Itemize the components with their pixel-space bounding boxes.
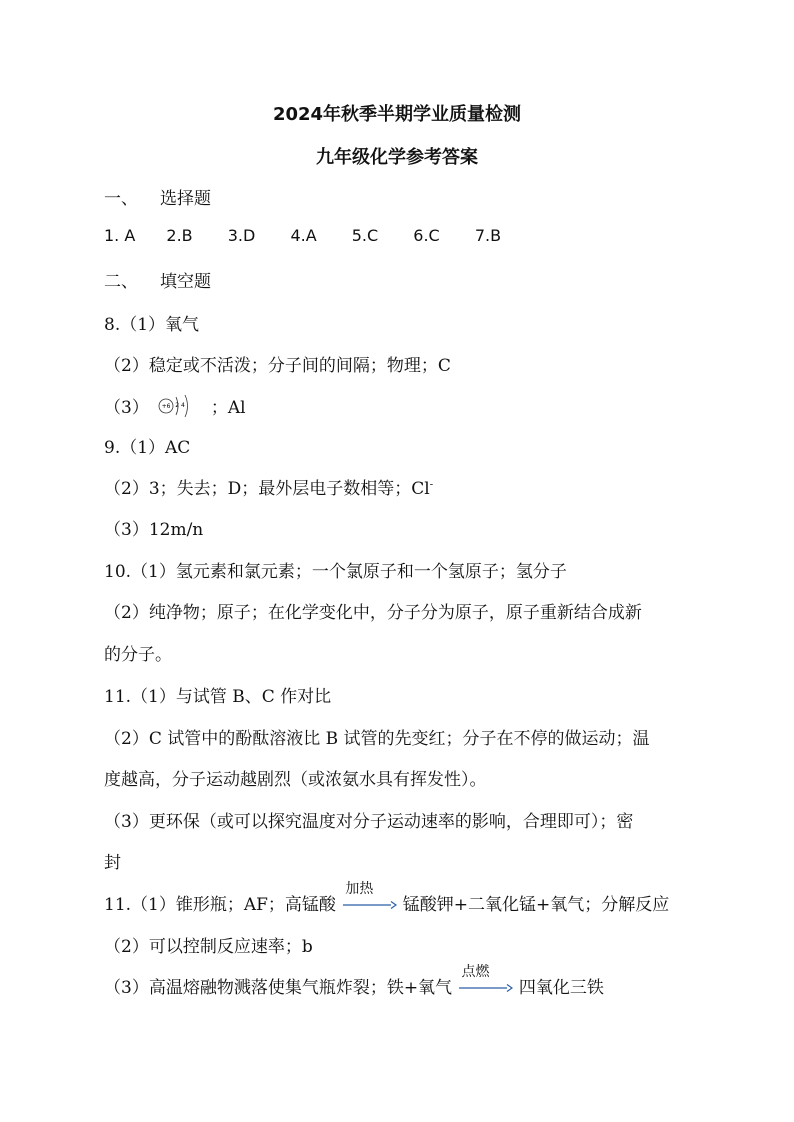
section-1-number: 一、 xyxy=(104,189,138,209)
reaction-arrow xyxy=(457,963,513,999)
q9-line-1: 9.（1）AC xyxy=(104,438,191,458)
carbon-atom-structure-diagram xyxy=(155,391,197,426)
mc-answer: 7.B xyxy=(474,226,502,245)
arrow-right-icon xyxy=(457,983,513,993)
mc-answer: 4.A xyxy=(290,226,317,245)
multiple-choice-answers xyxy=(104,226,531,245)
mc-answer: 6.C xyxy=(413,226,440,245)
section-2-heading xyxy=(104,267,211,292)
q8-line-1: 8.（1）氧气 xyxy=(104,315,200,335)
svg-text:+6: +6 xyxy=(161,403,171,410)
q10-line-3: 的分子。 xyxy=(104,645,172,665)
page-title: 2024年秋季半期学业质量检测 xyxy=(272,104,522,125)
svg-text:2 4: 2 4 xyxy=(175,402,185,409)
q8-line-2: （2）稳定或不活泼；分子间的间隔；物理；C xyxy=(104,356,451,376)
arrow-right-icon xyxy=(341,900,397,910)
q10-line-2: （2）纯净物；原子；在化学变化中，分子分为原子，原子重新结合成新 xyxy=(104,603,642,623)
q8-line-3: （3） +6 2 4 ；Al xyxy=(104,391,246,426)
q11a-line-1: 11.（1）与试管 B、C 作对比 xyxy=(104,687,332,707)
page-subtitle: 九年级化学参考答案 xyxy=(316,147,478,168)
q11b-line-2: （2）可以控制反应速率；b xyxy=(104,937,313,957)
section-1-label: 选择题 xyxy=(160,189,211,209)
mc-answer: 1. A xyxy=(104,226,136,245)
q9-line-2: （2）3；失去；D；最外层电子数相等；Cl- xyxy=(104,479,434,499)
q11b-line-1: 11.（1）锥形瓶；AF；高锰酸 加热 锰酸钾+二氧化锰+氧气；分解反应 xyxy=(104,890,669,916)
reaction-condition-label: 点燃 xyxy=(461,963,490,980)
reaction-condition-label: 加热 xyxy=(345,880,374,897)
q11a-line-4: （3）更环保（或可以探究温度对分子运动速率的影响，合理即可）；密 xyxy=(104,812,634,832)
q10-line-1: 10.（1）氢元素和氯元素；一个氯原子和一个氢原子；氢分子 xyxy=(104,562,567,582)
section-2-label: 填空题 xyxy=(160,272,211,292)
q11a-line-2: （2）C 试管中的酚酞溶液比 B 试管的先变红；分子在不停的做运动；温 xyxy=(104,729,650,749)
q9-line-3: （3）12m/n xyxy=(104,520,204,540)
mc-answer: 2.B xyxy=(166,226,193,245)
q11b-line-3: （3）高温熔融物溅落使集气瓶炸裂；铁+氧气 点燃 四氧化三铁 xyxy=(104,973,604,999)
mc-answer: 5.C xyxy=(351,226,379,245)
q11a-line-3: 度越高，分子运动越剧烈（或浓氨水具有挥发性）。 xyxy=(104,770,487,790)
mc-answer: 3.D xyxy=(227,226,256,245)
section-2-number: 二、 xyxy=(104,272,138,292)
section-1-heading xyxy=(104,184,211,209)
reaction-arrow xyxy=(341,880,397,916)
q11a-line-5: 封 xyxy=(104,853,121,873)
